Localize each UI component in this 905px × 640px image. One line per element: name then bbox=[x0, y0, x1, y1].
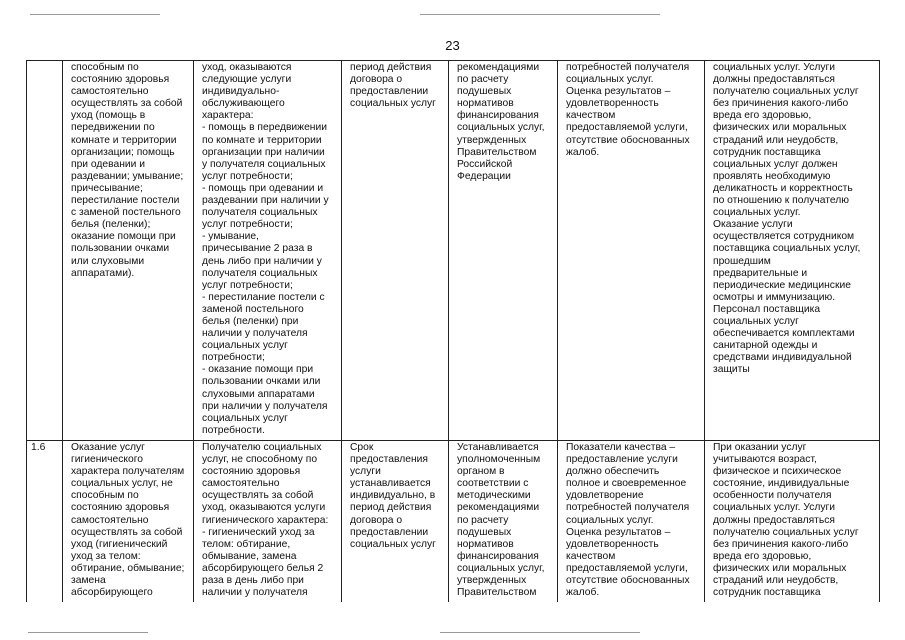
row-number-cell bbox=[27, 61, 63, 441]
cell-text: Показатели качества – предоставление услуги должно обеспечить полное и своевременное удовлетворение потребностей получателя социальных услуг. Оценка результатов – удовлетворенность качеством предоставляемой услуги, отсутствие обоснованных жалоб. bbox=[566, 442, 690, 599]
scan-artifact-line bbox=[440, 632, 640, 633]
scan-artifact-line bbox=[30, 14, 160, 15]
service-cost-cell bbox=[449, 441, 558, 603]
scan-artifact-line bbox=[420, 14, 660, 15]
service-conditions-cell: социальных услуг. Услуги должны предоставляться получателю социальных услуг без причинения какого-либо вреда его здоровью, физических или моральных страданий или неудобств, сотрудник поставщика социальных услуг должен проявлять необходимую деликатность и корректность по отношению к получателю социальных услуг. Оказание услуги осуществляется сотрудником поставщика социальных услуг, прошедшим предварительные и периодические медицинские осмотры и иммунизацию. Персонал поставщика социальных услуг обеспечивается комплектами санитарной одежды и средствами индивидуальной защиты bbox=[705, 61, 880, 441]
quality-indicators-cell: потребностей получателя социальных услуг. Оценка результатов – удовлетворенность качеством предоставляемой услуги, отсутствие обоснованных жалоб. bbox=[558, 61, 705, 441]
quality-indicators-cell bbox=[558, 441, 705, 603]
service-term-cell: период действия договора о предоставлении социальных услуг bbox=[342, 61, 449, 441]
service-conditions-cell bbox=[705, 441, 880, 603]
cell-text: Устанавливается уполномоченным органом в соответствии с методическими рекомендациями по расчету подушевых нормативов финансирования социальных услуг, утвержденных Правительством bbox=[457, 442, 545, 599]
cell-text: Срок предоставления услуги устанавливается индивидуально, в период действия договора о предоставлении социальных услуг bbox=[350, 442, 436, 550]
service-description-cell: уход, оказываются следующие услуги индивидуально- обслуживающего характера: - помощь в передвижении по комнате и территории организации при наличии у получателя социальных услуг потребности; - помощь при одевании и раздевании при наличии у получателя социальных услуг потребности; - умывание, причесывание 2 раза в день либо при наличии у получателя социальных услуг потребности; - перестилание постели с заменой постельного белья (пеленки) при наличии у получателя социальных услуг потребности; - оказание помощи при пользовании очками или слуховыми аппаратами при наличии у получателя социальных услуг потребности. bbox=[194, 61, 342, 441]
page-number: 23 bbox=[445, 38, 460, 53]
scan-artifact-line bbox=[28, 632, 148, 633]
row-number-cell: 1.6 bbox=[27, 441, 63, 603]
cell-text: При оказании услуг учитываются возраст, физическое и психическое состояние, индивидуальные особенности получателя социальных услуг. Услуги должны предоставляться получателю социальных услуг без причинения какого-либо вреда его здоровью, физических или моральных страданий или неудобств, сотрудник поставщика bbox=[713, 442, 859, 599]
service-description-cell bbox=[194, 441, 342, 603]
cell-text: Оказание услуг гигиенического характера получателям социальных услуг, не способным по состоянию здоровья самостоятельно осуществлять за собой уход (гигиенический уход за телом: обтирание, обмывание; замена абсорбирующего bbox=[71, 442, 185, 599]
service-cost-cell: рекомендациями по расчету подушевых нормативов финансирования социальных услуг, утвержденных Правительством Российской Федерации bbox=[449, 61, 558, 441]
table-row bbox=[27, 441, 880, 603]
service-name-cell bbox=[63, 441, 194, 603]
services-table bbox=[26, 60, 880, 602]
table-row bbox=[27, 61, 880, 441]
cell-text: Получателю социальных услуг, не способному по состоянию здоровья самостоятельно осуществлять за собой уход, оказываются услуги гигиенического характера: - гигиенический уход за телом: обтирание, обмывание, замена абсорбирующего белья 2 раза в день либо при наличии у получателя bbox=[202, 442, 329, 599]
service-name-cell: способным по состоянию здоровья самостоятельно осуществлять за собой уход (помощь в передвижении по комнате и территории организации; помощь при одевании и раздевании; умывание; причесывание; перестилание постели с заменой постельного белья (пеленки); оказание помощи при пользовании очками или слуховыми аппаратами). bbox=[63, 61, 194, 441]
service-term-cell bbox=[342, 441, 449, 603]
